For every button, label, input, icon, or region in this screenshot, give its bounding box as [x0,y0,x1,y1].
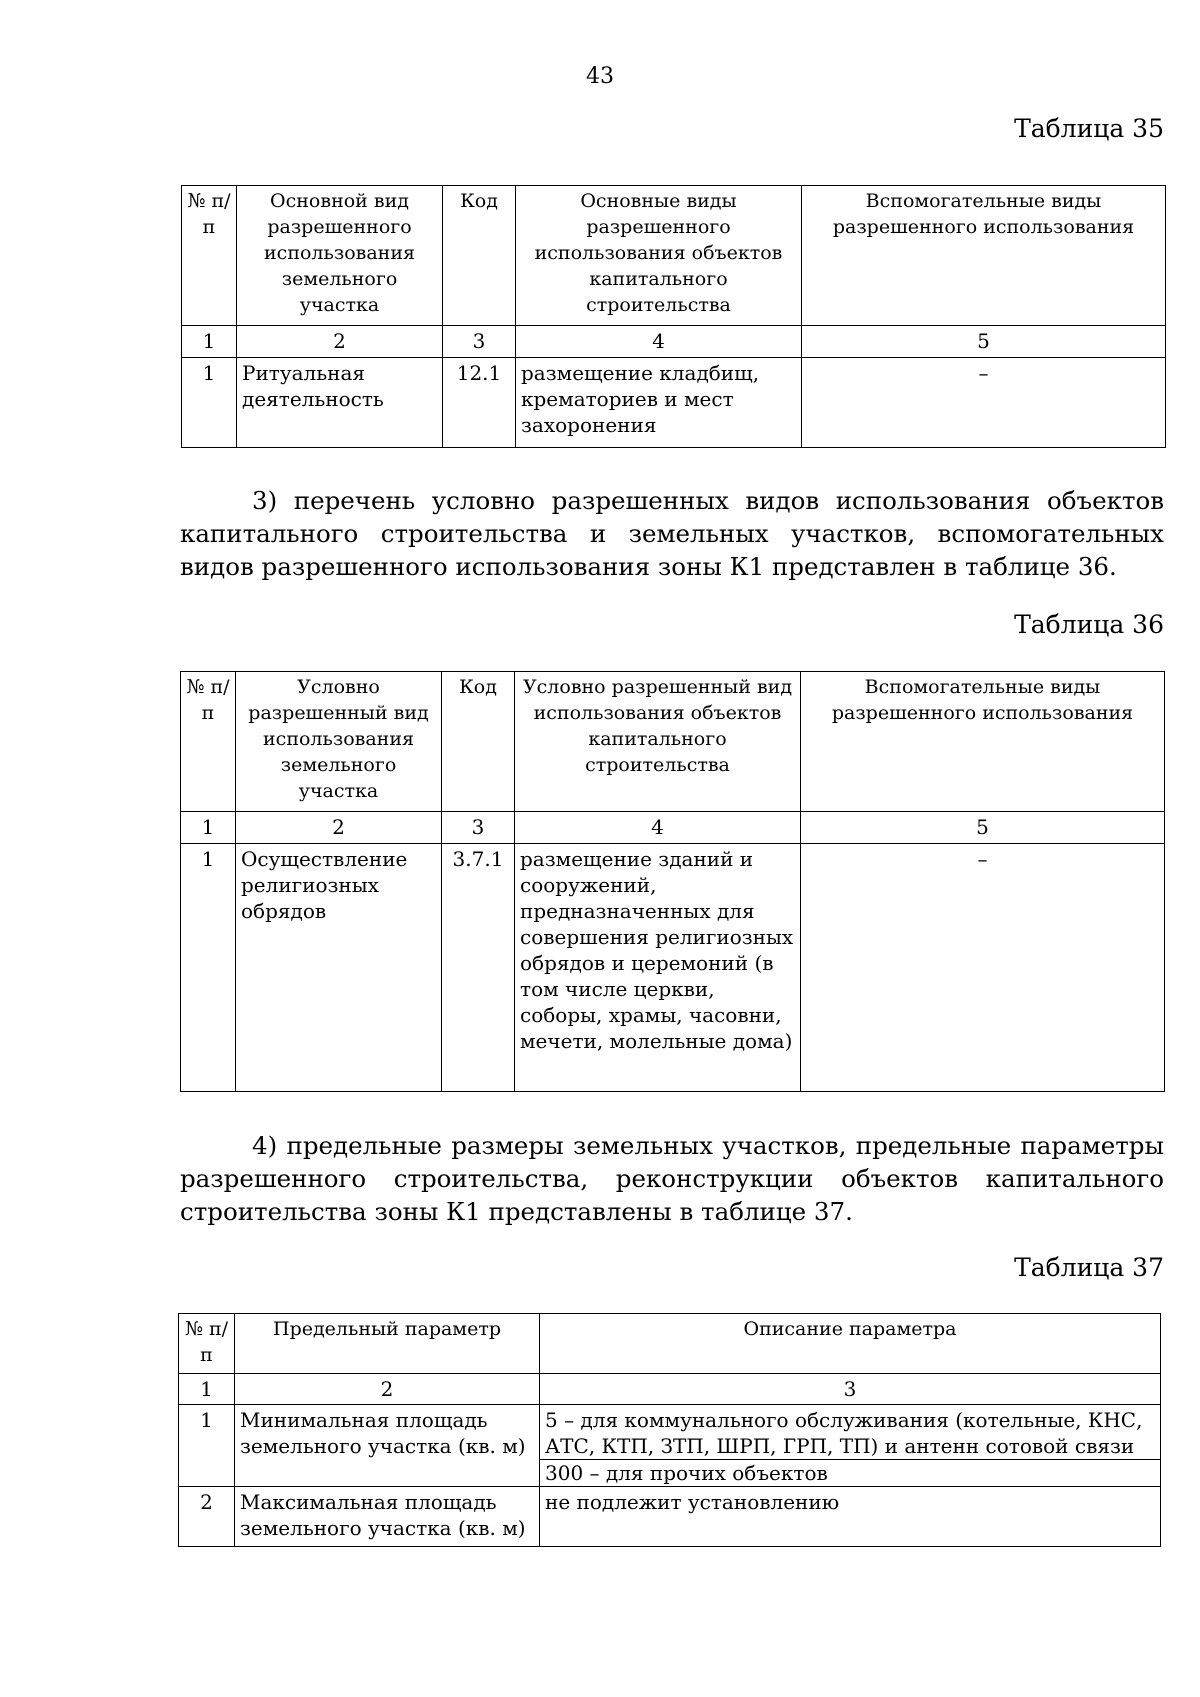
row-kind: Осуществление религиозных обрядов [236,844,442,1092]
table-37-header-param: Предельный параметр [235,1314,540,1374]
table-35-header-num: № п/п [182,186,237,326]
table-36 [180,671,1165,1092]
table-36-caption: Таблица 36 [1014,610,1164,639]
table-36-colnum: 5 [801,812,1165,844]
desc-line: 300 – для прочих объектов [540,1459,1160,1486]
table-35-colnum: 2 [237,326,443,358]
row-number: 1 [182,358,237,448]
table-36-header-num: № п/п [181,672,236,812]
table-35-header-kind: Основной вид разрешенного использования земельного участка [237,186,443,326]
table-35 [181,185,1166,448]
table-36-header-aux: Вспомогательные виды разрешенного использования [801,672,1165,812]
row-code: 12.1 [443,358,516,448]
row-param: Максимальная площадь земельного участка (кв. м) [235,1487,540,1547]
paragraph-4: 4) предельные размеры земельных участков, предельные параметры разрешенного строительства, реконструкции объектов капитального строительства зоны К1 представлены в таблице 37. [180,1131,1164,1226]
table-row [181,844,1165,1092]
table-36-colnum: 2 [236,812,442,844]
table-35-caption: Таблица 35 [1014,114,1164,143]
table-row [182,358,1166,448]
table-37-colnum: 3 [540,1374,1161,1405]
table-36-colnum: 3 [442,812,515,844]
table-35-colnum: 4 [516,326,802,358]
table-row [179,1405,1161,1487]
table-37-colnum: 1 [179,1374,235,1405]
table-35-colnum: 3 [443,326,516,358]
row-aux: – [802,358,1166,448]
table-37 [178,1313,1161,1547]
table-35-colnum: 5 [802,326,1166,358]
table-35-header-main: Основные виды разрешенного использования объектов капитального строительства [516,186,802,326]
row-number: 1 [181,844,236,1092]
row-number: 2 [179,1487,235,1547]
table-36-header-kind: Условно разрешенный вид использования земельного участка [236,672,442,812]
table-37-caption: Таблица 37 [1014,1253,1164,1282]
table-row [179,1487,1161,1547]
paragraph-3: 3) перечень условно разрешенных видов использования объектов капитального строительства и земельных участков, вспомогательных видов разрешенного использования зоны К1 представлен в таблице 36. [180,486,1164,581]
table-37-header-desc: Описание параметра [540,1314,1161,1374]
page-number: 43 [586,64,614,89]
row-kind: Ритуальная деятельность [237,358,443,448]
row-code: 3.7.1 [442,844,515,1092]
row-param: Минимальная площадь земельного участка (кв. м) [235,1405,540,1487]
row-main: размещение кладбищ, крематориев и мест захоронения [516,358,802,448]
row-desc [540,1405,1161,1487]
table-36-header-main: Условно разрешенный вид использования объектов капитального строительства [515,672,801,812]
desc-line: 5 – для коммунального обслуживания (котельные, КНС, АТС, КТП, ЗТП, ШРП, ГРП, ТП) и антенн сотовой связи [545,1408,1143,1458]
row-main: размещение зданий и сооружений, предназначенных для совершения религиозных обрядов и церемоний (в том числе церкви, соборы, храмы, часовни, мечети, молельные дома) [515,844,801,1092]
table-37-header-num: № п/п [179,1314,235,1374]
table-36-colnum: 4 [515,812,801,844]
table-35-header-aux: Вспомогательные виды разрешенного использования [802,186,1166,326]
table-36-header-code: Код [442,672,515,812]
row-desc: не подлежит установлению [540,1487,1161,1547]
row-number: 1 [179,1405,235,1487]
table-36-colnum: 1 [181,812,236,844]
table-35-colnum: 1 [182,326,237,358]
table-37-colnum: 2 [235,1374,540,1405]
row-aux: – [801,844,1165,1092]
table-35-header-code: Код [443,186,516,326]
